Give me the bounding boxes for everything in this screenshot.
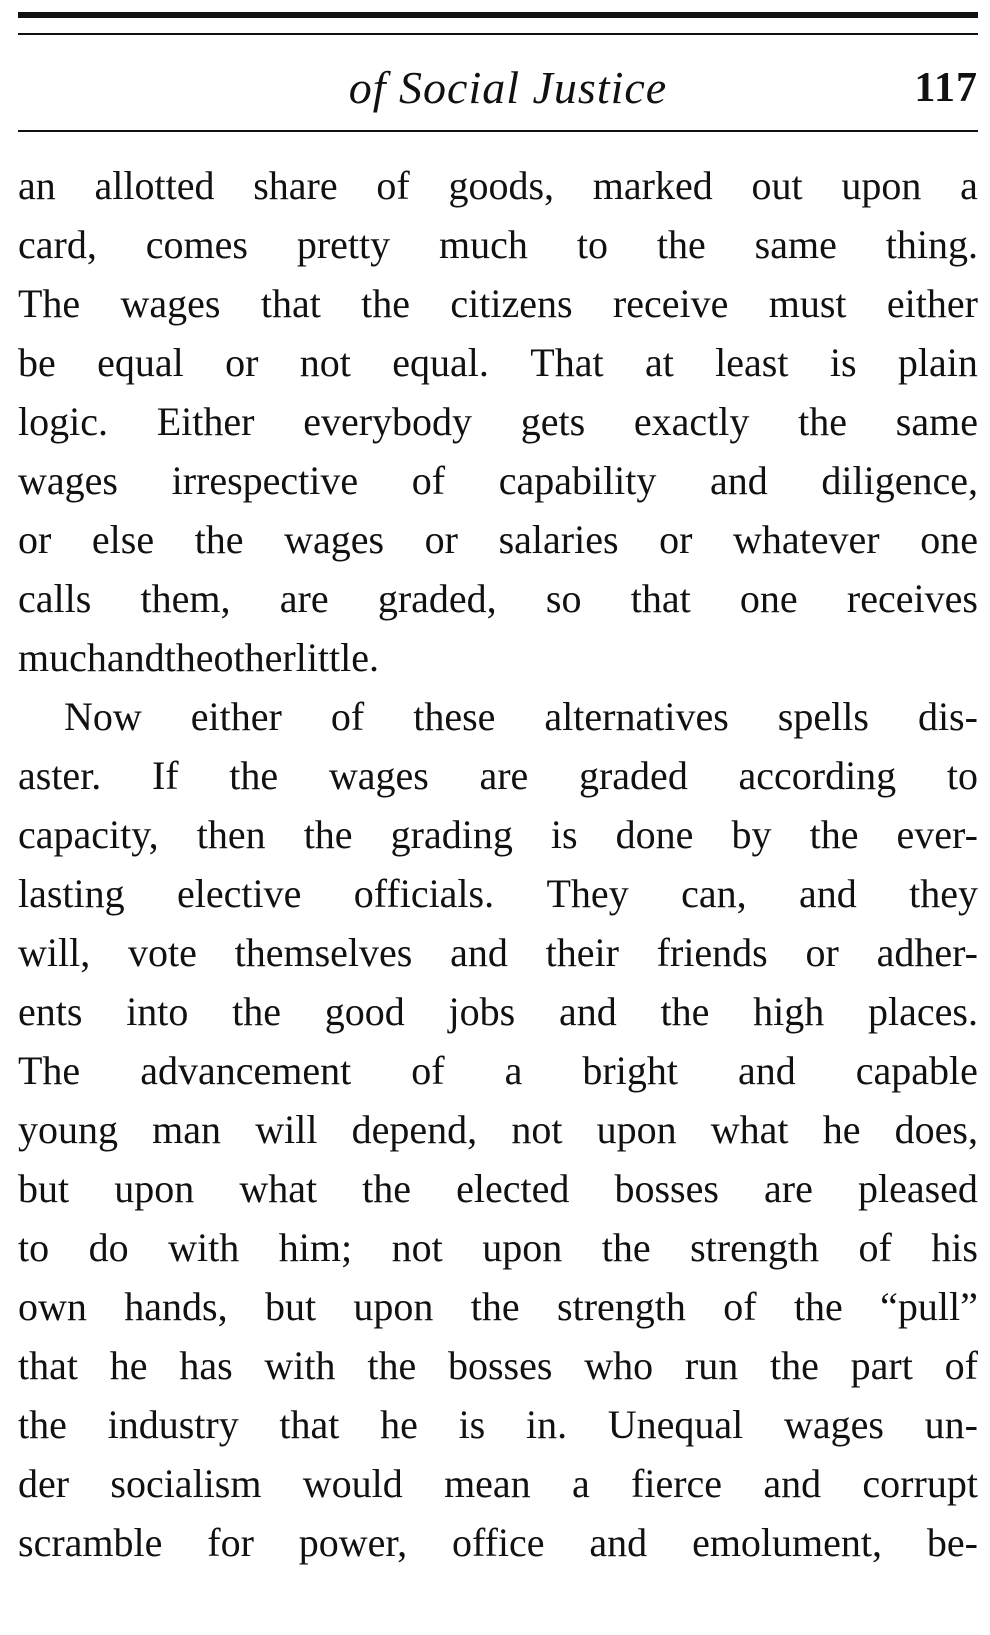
text-line: Now either of these alternatives spells dis- bbox=[64, 694, 978, 739]
text-line: The wages that the citizens receive must either bbox=[18, 281, 978, 326]
paragraph bbox=[18, 156, 978, 687]
text-line: that he has with the bosses who run the part of bbox=[18, 1343, 978, 1388]
text-line: will, vote themselves and their friends or adher- bbox=[18, 930, 978, 975]
text-line: der socialism would mean a fierce and corrupt bbox=[18, 1461, 978, 1506]
text-line: card, comes pretty much to the same thing. bbox=[18, 222, 978, 267]
text-line: young man will depend, not upon what he does, bbox=[18, 1107, 978, 1152]
running-head bbox=[18, 56, 978, 120]
text-line: to do with him; not upon the strength of his bbox=[18, 1225, 978, 1270]
text-line: lasting elective officials. They can, and they bbox=[18, 871, 978, 916]
text-line: scramble for power, office and emolument, be- bbox=[18, 1520, 978, 1565]
top-rule-thin bbox=[18, 33, 978, 35]
text-line: be equal or not equal. That at least is plain bbox=[18, 340, 978, 385]
text-line: much and the other little. bbox=[18, 635, 380, 680]
text-line: but upon what the elected bosses are pleased bbox=[18, 1166, 978, 1211]
text-line: The advancement of a bright and capable bbox=[18, 1048, 978, 1093]
text-line: the industry that he is in. Unequal wages un- bbox=[18, 1402, 978, 1447]
text-line: calls them, are graded, so that one receives bbox=[18, 576, 978, 621]
page-number: 117 bbox=[914, 65, 978, 111]
paragraph bbox=[18, 687, 978, 1572]
text-line: wages irrespective of capability and diligence, bbox=[18, 458, 978, 503]
running-title: of Social Justice bbox=[348, 62, 668, 113]
text-line: capacity, then the grading is done by the ever- bbox=[18, 812, 978, 857]
top-rule-thick bbox=[18, 12, 978, 18]
text-line: own hands, but upon the strength of the “pull” bbox=[18, 1284, 978, 1329]
text-line: logic. Either everybody gets exactly the same bbox=[18, 399, 978, 444]
text-line: aster. If the wages are graded according to bbox=[18, 753, 978, 798]
header-rule bbox=[18, 130, 978, 132]
text-line: ents into the good jobs and the high places. bbox=[18, 989, 978, 1034]
text-line: an allotted share of goods, marked out upon a bbox=[18, 163, 978, 208]
text-line: or else the wages or salaries or whatever one bbox=[18, 517, 978, 562]
body-text bbox=[18, 156, 978, 1572]
